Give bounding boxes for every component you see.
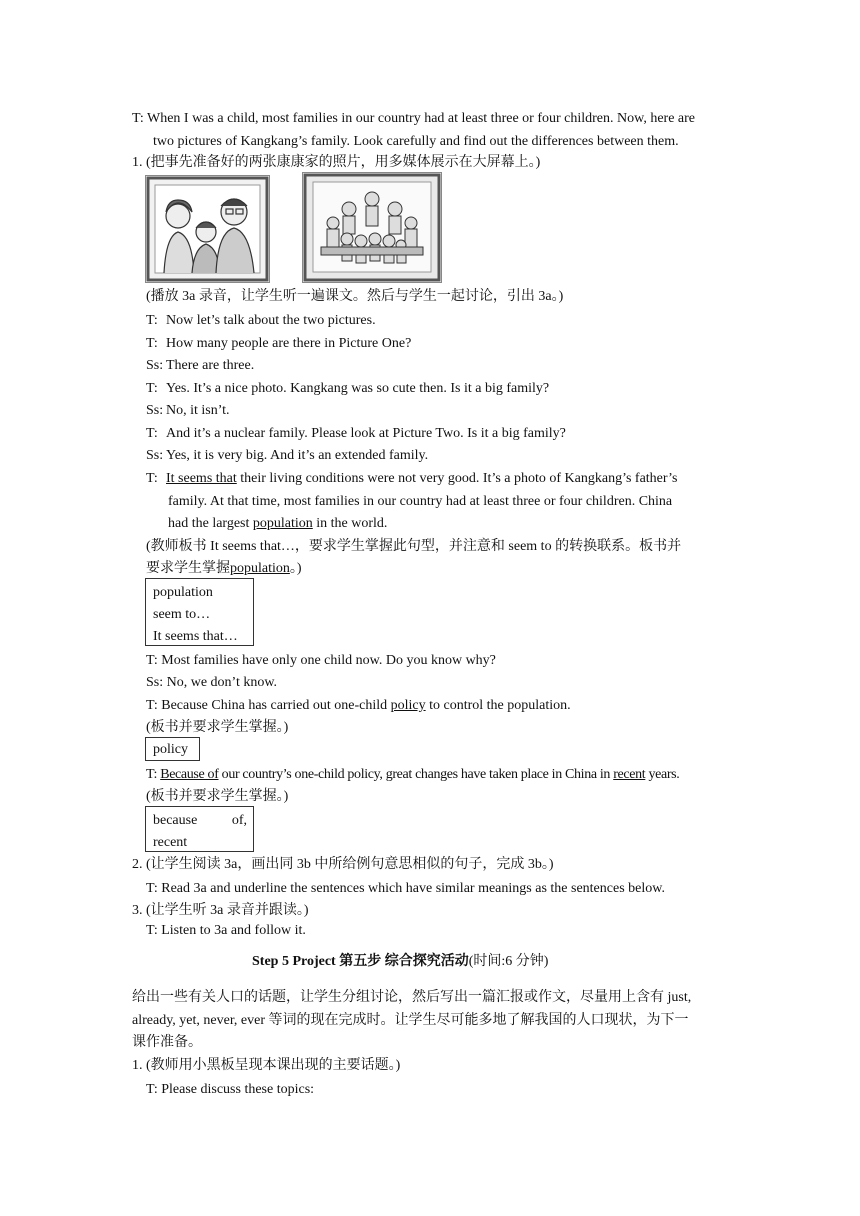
board-box-2 xyxy=(145,737,200,761)
item-2-teacher-line: T: Read 3a and underline the sentences which have similar meanings as the sentences below. xyxy=(146,881,665,896)
dialogue-line: T: Now let’s talk about the two pictures. xyxy=(146,313,376,328)
dialogue-2-line-3: T: Because China has carried out one-child policy to control the population. xyxy=(146,698,571,713)
box-word: population xyxy=(153,585,213,600)
play-note: (播放 3a 录音，让学生听一遍课文。然后与学生一起讨论，引出 3a。) xyxy=(146,289,564,304)
dialogue-2-line-1: T: Most families have only one child now. Do you know why? xyxy=(146,653,496,668)
intro-line-1: T: When I was a child, most families in our country had at least three or four children. Now, here are xyxy=(132,111,696,126)
board-note-1-line-1: (教师板书 It seems that…，要求学生掌握此句型，并注意和 seem to 的转换联系。板书并 xyxy=(146,539,682,554)
dialogue-2-line-2: Ss: No, we don’t know. xyxy=(146,675,278,690)
board-box-3 xyxy=(145,806,254,852)
dialogue-line: Ss: Yes, it is very big. And it’s an extended family. xyxy=(146,448,429,463)
dialogue-line: T: How many people are there in Picture One? xyxy=(146,336,412,351)
board-note-3: (板书并要求学生掌握。) xyxy=(146,789,289,804)
dialogue-line: T: Yes. It’s a nice photo. Kangkang was so cute then. Is it a big family? xyxy=(146,381,550,396)
paragraph-line-2: already, yet, never, ever 等词的现在完成时。让学生尽可能多地了解我国的人口现状，为下一 xyxy=(132,1013,689,1028)
dialogue-line: T: And it’s a nuclear family. Please look at Picture Two. Is it a big family? xyxy=(146,426,566,441)
seems-turn-line-1: T: It seems that their living conditions were not very good. It’s a photo of Kangkang’s father’s xyxy=(146,471,678,486)
seems-turn-line-2: family. At that time, most families in our country had at least three or four children. China xyxy=(168,494,673,509)
item-2-instruction: 2. (让学生阅读 3a，画出同 3b 中所给例句意思相似的句子，完成 3b。) xyxy=(132,857,554,872)
dialogue-line: Ss: There are three. xyxy=(146,358,255,373)
board-box-1 xyxy=(145,578,254,646)
paragraph-line-1: 给出一些有关人口的话题，让学生分组讨论，然后写出一篇汇报或作文，尽量用上含有 just, xyxy=(132,990,692,1005)
box-word: because xyxy=(153,813,198,828)
box-word: policy xyxy=(153,742,188,757)
intro-line-2: two pictures of Kangkang’s family. Look carefully and find out the differences between them. xyxy=(153,134,679,149)
item-4-instruction: 1. (教师用小黑板呈现本课出现的主要话题。) xyxy=(132,1058,401,1073)
because-turn: T: Because of our country’s one-child policy, great changes have taken place in China in recent years. xyxy=(146,767,680,782)
item-3-teacher-line: T: Listen to 3a and follow it. xyxy=(146,923,306,938)
board-note-1-line-2: 要求学生掌握population。) xyxy=(146,561,302,576)
board-note-2: (板书并要求学生掌握。) xyxy=(146,720,289,735)
box-word: seem to… xyxy=(153,607,211,622)
picture-two xyxy=(302,172,442,283)
item-3-instruction: 3. (让学生听 3a 录音并跟读。) xyxy=(132,903,309,918)
step-5-heading: Step 5 Project 第五步 综合探究活动(时间:6 分钟) xyxy=(252,954,549,969)
box-word: It seems that… xyxy=(153,629,238,644)
item-1-instruction: 1. (把事先准备好的两张康康家的照片，用多媒体展示在大屏幕上。) xyxy=(132,155,541,170)
picture-one xyxy=(145,175,270,283)
seems-turn-line-3: had the largest population in the world. xyxy=(168,516,388,531)
item-4-teacher-line: T: Please discuss these topics: xyxy=(146,1082,315,1097)
box-line xyxy=(153,812,247,830)
paragraph-line-3: 课作准备。 xyxy=(132,1035,202,1050)
box-word: recent xyxy=(153,835,188,850)
box-word: of, xyxy=(231,813,247,828)
dialogue-line: Ss: No, it isn’t. xyxy=(146,403,230,418)
